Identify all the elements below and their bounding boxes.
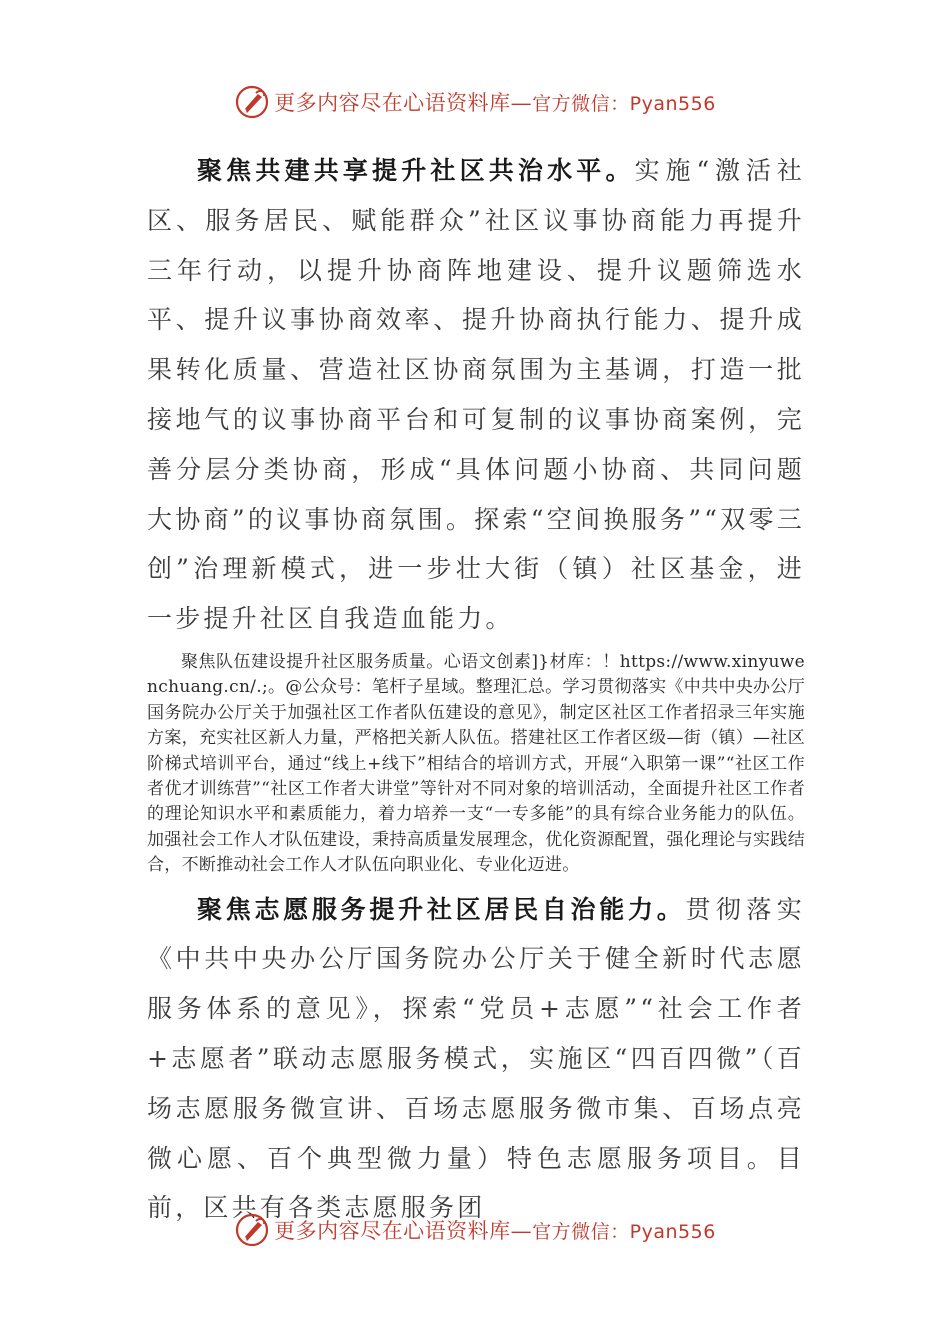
banner-wechat-id: Pyan556 (629, 93, 716, 115)
banner-dash: — (510, 91, 533, 115)
banner-wechat-label: 官方微信： (532, 93, 630, 115)
paragraph-team-building: 聚焦队伍建设提升社区服务质量。心语文创素]}材库：！https://www.xinyuwenchuang.cn/.;。@公众号：笔杆子星域。整理汇总。学习贯彻落实《中共中央办公厅国务院办公厅关于加强社区工作者队伍建设的意见》，制定区社区工作者招录三年实施方案，充实社区新人力量，严格把关新人队伍。搭建社区工作者区级—街（镇）—社区阶梯式培训平台，通过“线上+线下”相结合的培训方式，开展“入职第一课”“社区工作者优才训练营”“社区工作者大讲堂”等针对不同对象的培训活动，全面提升社区工作者的理论知识水平和素质能力，着力培养一支“一专多能”的具有综合业务能力的队伍。加强社会工作人才队伍建设，秉持高质量发展理念，优化资源配置，强化理论与实践结合，不断推动社会工作人才队伍向职业化、专业化迈进。 (147, 651, 805, 876)
pen-logo-icon (234, 1212, 270, 1248)
header-banner (0, 82, 950, 122)
pen-logo-icon (234, 84, 270, 120)
footer-banner (0, 1210, 950, 1250)
banner-wechat-label: 官方微信： (532, 1221, 630, 1243)
banner-brand: 更多内容尽在心语资料库 (274, 91, 511, 115)
banner-dash: — (510, 1219, 533, 1243)
banner-text (274, 87, 716, 117)
banner-brand: 更多内容尽在心语资料库 (274, 1219, 511, 1243)
paragraph-body: 实施“激活社区、服务居民、赋能群众”社区议事协商能力再提升三年行动，以提升协商阵地建设、提升议题筛选水平、提升议事协商效率、提升协商执行能力、提升成果转化质量、营造社区协商氛围为主基调，打造一批接地气的议事协商平台和可复制的议事协商案例，完善分层分类协商，形成“具体问题小协商、共同问题大协商”的议事协商氛围。探索“空间换服务”“双零三创”治理新模式，进一步壮大街（镇）社区基金，进一步提升社区自我造血能力。 (147, 156, 805, 634)
paragraph-lead: 聚焦共建共享提升社区共治水平。 (197, 156, 635, 185)
paragraph-lead: 聚焦志愿服务提升社区居民自治能力。 (197, 894, 686, 924)
paragraph-community-governance (147, 146, 805, 644)
paragraph-body: 贯彻落实《中共中央办公厅国务院办公厅关于健全新时代志愿服务体系的意见》，探索“党员+志愿”“社会工作者+志愿者”联动志愿服务模式，实施区“四百四微”（百场志愿服务微宣讲、百场志愿服务微市集、百场点亮微心愿、百个典型微力量）特色志愿服务项目。目前，区共有各类志愿服务团 (147, 894, 805, 1223)
banner-text (274, 1215, 716, 1245)
paragraph-volunteer-service (147, 885, 805, 1234)
banner-wechat-id: Pyan556 (629, 1221, 716, 1243)
document-body (147, 146, 805, 1233)
